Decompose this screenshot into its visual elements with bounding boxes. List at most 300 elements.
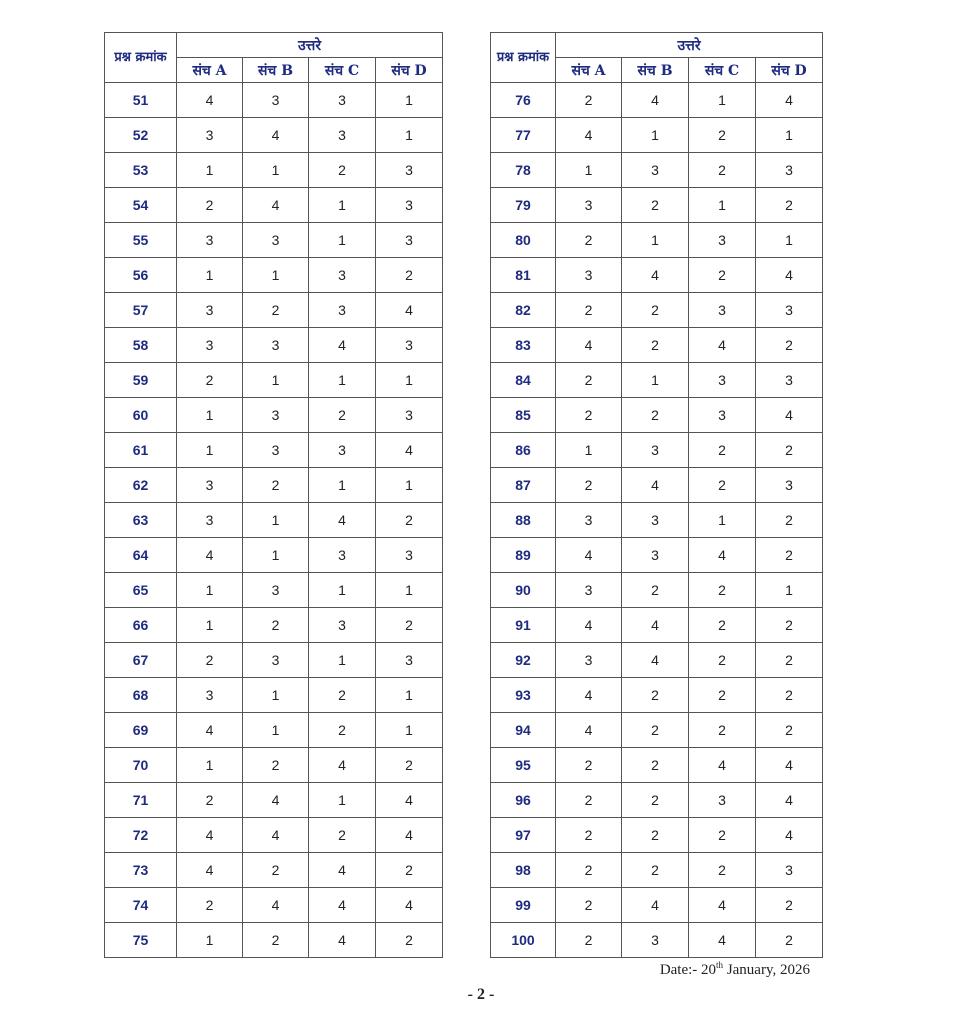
answer-set-b: 1: [243, 713, 309, 748]
answer-set-c: 1: [309, 783, 376, 818]
question-number: 62: [105, 468, 177, 503]
question-number: 65: [105, 573, 177, 608]
answer-set-c: 4: [309, 923, 376, 958]
answer-set-b: 2: [622, 398, 689, 433]
answer-set-b: 3: [243, 573, 309, 608]
answer-set-c: 4: [309, 853, 376, 888]
answer-set-c: 4: [689, 538, 756, 573]
answer-set-a: 3: [556, 258, 622, 293]
set-c-header: संच C: [689, 58, 756, 83]
answer-set-b: 3: [622, 923, 689, 958]
answer-set-d: 1: [376, 678, 443, 713]
answer-set-c: 2: [689, 573, 756, 608]
answer-set-a: 2: [556, 923, 622, 958]
question-number: 54: [105, 188, 177, 223]
question-number: 95: [491, 748, 556, 783]
answer-rows-left: [105, 83, 443, 958]
answer-set-d: 2: [756, 888, 823, 923]
answer-set-a: 4: [177, 853, 243, 888]
set-a-header: संच A: [177, 58, 243, 83]
table-row: [105, 118, 443, 153]
answer-set-c: 2: [689, 433, 756, 468]
answer-set-d: 1: [756, 573, 823, 608]
answer-set-c: 4: [689, 748, 756, 783]
table-row: [105, 433, 443, 468]
answer-set-d: 2: [376, 258, 443, 293]
table-row: [491, 818, 823, 853]
answer-set-b: 1: [243, 503, 309, 538]
answers-header: उत्तरे: [177, 33, 443, 58]
answer-set-d: 3: [376, 188, 443, 223]
answer-set-b: 2: [243, 923, 309, 958]
answer-set-b: 4: [622, 643, 689, 678]
answer-set-a: 4: [177, 83, 243, 118]
table-row: [105, 538, 443, 573]
answer-set-d: 2: [756, 328, 823, 363]
answer-set-b: 1: [243, 258, 309, 293]
question-number: 52: [105, 118, 177, 153]
answer-set-d: 4: [376, 433, 443, 468]
question-number: 53: [105, 153, 177, 188]
question-number: 60: [105, 398, 177, 433]
answer-set-a: 2: [177, 888, 243, 923]
answers-header: उत्तरे: [556, 33, 823, 58]
answer-set-c: 4: [309, 503, 376, 538]
table-row: [491, 783, 823, 818]
question-number: 80: [491, 223, 556, 258]
answer-set-d: 3: [756, 293, 823, 328]
answer-set-a: 1: [177, 153, 243, 188]
answer-set-c: 3: [309, 538, 376, 573]
answer-set-a: 2: [556, 748, 622, 783]
answer-set-c: 1: [309, 573, 376, 608]
table-row: [105, 643, 443, 678]
answer-set-c: 2: [689, 153, 756, 188]
answer-set-c: 2: [689, 678, 756, 713]
table-row: [105, 888, 443, 923]
answer-set-d: 2: [756, 503, 823, 538]
answer-set-b: 4: [243, 888, 309, 923]
answer-set-a: 3: [177, 328, 243, 363]
answer-set-b: 1: [243, 153, 309, 188]
answer-set-c: 1: [309, 188, 376, 223]
answer-set-a: 3: [177, 293, 243, 328]
answer-set-b: 2: [622, 573, 689, 608]
answer-set-a: 3: [177, 223, 243, 258]
table-row: [105, 573, 443, 608]
question-number: 97: [491, 818, 556, 853]
table-row: [491, 608, 823, 643]
table-row: [491, 713, 823, 748]
answer-set-d: 4: [376, 293, 443, 328]
answer-set-b: 2: [622, 748, 689, 783]
table-row: [491, 468, 823, 503]
answer-set-c: 1: [309, 363, 376, 398]
answer-set-c: 3: [689, 363, 756, 398]
answer-set-b: 3: [622, 538, 689, 573]
question-number: 73: [105, 853, 177, 888]
answer-set-d: 1: [376, 713, 443, 748]
question-number: 96: [491, 783, 556, 818]
answer-set-c: 2: [689, 118, 756, 153]
table-row: [105, 83, 443, 118]
table-row: [491, 223, 823, 258]
answer-set-b: 4: [622, 468, 689, 503]
answer-set-c: 3: [689, 783, 756, 818]
answer-set-d: 3: [756, 468, 823, 503]
answer-set-c: 2: [689, 818, 756, 853]
answer-set-c: 2: [689, 713, 756, 748]
answer-set-a: 1: [177, 748, 243, 783]
answer-set-b: 1: [243, 678, 309, 713]
question-number: 79: [491, 188, 556, 223]
question-number: 98: [491, 853, 556, 888]
answer-set-a: 1: [177, 923, 243, 958]
table-row: [105, 608, 443, 643]
page-number: - 2 -: [467, 986, 495, 1003]
question-number: 84: [491, 363, 556, 398]
answer-set-b: 2: [243, 608, 309, 643]
answer-key-table-right: [490, 32, 823, 958]
answer-set-b: 2: [243, 853, 309, 888]
answer-set-d: 3: [376, 223, 443, 258]
question-number: 91: [491, 608, 556, 643]
set-b-header: संच B: [622, 58, 689, 83]
answer-set-c: 3: [309, 83, 376, 118]
answer-set-c: 3: [689, 293, 756, 328]
date-rest: January, 2026: [723, 962, 810, 978]
answer-set-a: 2: [556, 468, 622, 503]
answer-set-d: 4: [376, 888, 443, 923]
answer-set-b: 4: [243, 188, 309, 223]
answer-set-c: 4: [309, 748, 376, 783]
answer-set-a: 4: [177, 713, 243, 748]
answer-set-d: 3: [756, 363, 823, 398]
question-number: 99: [491, 888, 556, 923]
answer-set-a: 2: [177, 643, 243, 678]
answer-set-c: 3: [309, 118, 376, 153]
table-row: [105, 363, 443, 398]
table-row: [105, 398, 443, 433]
question-number: 64: [105, 538, 177, 573]
question-number: 78: [491, 153, 556, 188]
table-row: [105, 713, 443, 748]
question-number: 61: [105, 433, 177, 468]
answer-set-d: 1: [756, 118, 823, 153]
answer-set-a: 2: [177, 363, 243, 398]
set-b-header: संच B: [243, 58, 309, 83]
answer-set-c: 2: [309, 153, 376, 188]
answer-set-c: 4: [689, 328, 756, 363]
table-row: [105, 748, 443, 783]
answer-set-b: 2: [622, 783, 689, 818]
answer-set-d: 2: [756, 538, 823, 573]
answer-set-a: 2: [556, 783, 622, 818]
answer-set-c: 3: [309, 433, 376, 468]
answer-set-a: 4: [556, 118, 622, 153]
set-a-header: संच A: [556, 58, 622, 83]
answer-set-a: 1: [177, 608, 243, 643]
answer-rows-right: [491, 83, 823, 958]
answer-set-d: 2: [376, 608, 443, 643]
question-number: 76: [491, 83, 556, 118]
answer-set-c: 2: [689, 853, 756, 888]
answer-set-c: 3: [309, 293, 376, 328]
table-row: [491, 503, 823, 538]
answer-set-a: 2: [556, 363, 622, 398]
date-prefix: Date:- 20: [659, 962, 717, 978]
table-row: [491, 888, 823, 923]
answer-set-d: 3: [376, 328, 443, 363]
answer-set-b: 2: [622, 293, 689, 328]
answer-set-d: 1: [376, 363, 443, 398]
answer-set-d: 1: [376, 118, 443, 153]
answer-set-d: 3: [376, 643, 443, 678]
answer-key-table-left: [104, 32, 443, 958]
table-row: [105, 153, 443, 188]
answer-set-a: 2: [556, 398, 622, 433]
question-number: 66: [105, 608, 177, 643]
question-number: 92: [491, 643, 556, 678]
answer-set-b: 2: [622, 818, 689, 853]
question-number: 81: [491, 258, 556, 293]
answer-set-d: 1: [376, 83, 443, 118]
question-number: 87: [491, 468, 556, 503]
question-number: 83: [491, 328, 556, 363]
answer-set-a: 4: [177, 818, 243, 853]
question-number: 86: [491, 433, 556, 468]
answer-set-b: 4: [243, 118, 309, 153]
answer-set-c: 4: [689, 888, 756, 923]
question-number: 93: [491, 678, 556, 713]
answer-set-d: 2: [376, 923, 443, 958]
table-row: [105, 923, 443, 958]
answer-set-c: 3: [309, 608, 376, 643]
answer-set-a: 4: [556, 328, 622, 363]
question-number: 56: [105, 258, 177, 293]
answer-set-c: 2: [309, 398, 376, 433]
answer-set-d: 4: [376, 818, 443, 853]
answer-set-c: 2: [689, 608, 756, 643]
question-number-header: प्रश्न क्रमांक: [105, 33, 177, 83]
answer-set-d: 4: [756, 783, 823, 818]
question-number: 71: [105, 783, 177, 818]
answer-set-d: 2: [376, 748, 443, 783]
question-number: 75: [105, 923, 177, 958]
answer-set-a: 1: [177, 573, 243, 608]
answer-set-a: 3: [556, 573, 622, 608]
answer-set-a: 2: [177, 188, 243, 223]
answer-set-a: 3: [556, 503, 622, 538]
set-d-header: संच D: [756, 58, 823, 83]
answer-set-d: 4: [756, 398, 823, 433]
answer-set-d: 3: [376, 538, 443, 573]
table-row: [105, 818, 443, 853]
question-number: 94: [491, 713, 556, 748]
answer-set-a: 2: [556, 853, 622, 888]
answer-set-a: 1: [177, 398, 243, 433]
question-number: 100: [491, 923, 556, 958]
table-row: [105, 678, 443, 713]
answer-set-c: 1: [309, 223, 376, 258]
answer-set-b: 2: [622, 853, 689, 888]
answer-set-a: 1: [177, 258, 243, 293]
table-row: [491, 258, 823, 293]
answer-set-c: 4: [309, 888, 376, 923]
answer-set-d: 4: [756, 258, 823, 293]
answer-set-b: 2: [243, 293, 309, 328]
answer-set-a: 3: [556, 643, 622, 678]
answer-set-a: 3: [177, 678, 243, 713]
answer-set-c: 1: [689, 83, 756, 118]
answer-set-c: 2: [309, 713, 376, 748]
table-row: [491, 153, 823, 188]
question-number: 59: [105, 363, 177, 398]
table-row: [105, 328, 443, 363]
answer-set-a: 2: [556, 83, 622, 118]
answer-set-a: 1: [177, 433, 243, 468]
answer-set-b: 4: [622, 258, 689, 293]
answer-set-a: 3: [177, 468, 243, 503]
answer-set-b: 2: [243, 468, 309, 503]
table-row: [491, 293, 823, 328]
answer-set-d: 4: [376, 783, 443, 818]
question-number: 55: [105, 223, 177, 258]
table-row: [105, 223, 443, 258]
question-number: 67: [105, 643, 177, 678]
question-number: 90: [491, 573, 556, 608]
table-row: [105, 468, 443, 503]
question-number: 57: [105, 293, 177, 328]
answer-set-d: 4: [756, 748, 823, 783]
answer-set-a: 3: [177, 118, 243, 153]
table-row: [491, 748, 823, 783]
answer-set-c: 1: [689, 503, 756, 538]
answer-set-c: 2: [689, 468, 756, 503]
answer-set-b: 4: [622, 888, 689, 923]
answer-set-b: 3: [622, 153, 689, 188]
set-c-header: संच C: [309, 58, 376, 83]
answer-set-c: 2: [689, 643, 756, 678]
answer-set-b: 1: [622, 118, 689, 153]
answer-set-d: 1: [756, 223, 823, 258]
answer-set-b: 2: [243, 748, 309, 783]
answer-set-c: 2: [309, 818, 376, 853]
answer-set-b: 3: [243, 643, 309, 678]
answer-set-c: 4: [689, 923, 756, 958]
answer-set-c: 4: [309, 328, 376, 363]
answer-set-d: 2: [756, 678, 823, 713]
answer-set-b: 2: [622, 188, 689, 223]
answer-set-d: 2: [376, 853, 443, 888]
answer-set-a: 4: [556, 538, 622, 573]
answer-set-d: 3: [376, 153, 443, 188]
answer-set-b: 3: [243, 328, 309, 363]
table-row: [491, 853, 823, 888]
answer-set-b: 1: [243, 538, 309, 573]
question-number: 72: [105, 818, 177, 853]
table-row: [491, 573, 823, 608]
answer-set-b: 3: [243, 433, 309, 468]
answer-set-b: 2: [622, 328, 689, 363]
question-number: 88: [491, 503, 556, 538]
table-row: [491, 643, 823, 678]
table-row: [491, 923, 823, 958]
answer-set-d: 2: [756, 608, 823, 643]
answer-set-a: 3: [177, 503, 243, 538]
question-number: 85: [491, 398, 556, 433]
table-row: [491, 538, 823, 573]
answer-set-b: 3: [622, 503, 689, 538]
set-d-header: संच D: [376, 58, 443, 83]
answer-set-a: 4: [556, 678, 622, 713]
answer-set-c: 2: [689, 258, 756, 293]
table-row: [491, 328, 823, 363]
answer-set-d: 2: [756, 188, 823, 223]
answer-set-a: 3: [556, 188, 622, 223]
answer-set-a: 4: [556, 713, 622, 748]
table-row: [105, 188, 443, 223]
answer-set-c: 3: [689, 223, 756, 258]
answer-set-a: 2: [556, 888, 622, 923]
question-number: 69: [105, 713, 177, 748]
question-number: 70: [105, 748, 177, 783]
question-number: 51: [105, 83, 177, 118]
answer-set-d: 2: [756, 433, 823, 468]
answer-set-d: 3: [756, 153, 823, 188]
question-number-header: प्रश्न क्रमांक: [491, 33, 556, 83]
answer-set-c: 3: [309, 258, 376, 293]
answer-set-c: 2: [309, 678, 376, 713]
answer-set-a: 2: [177, 783, 243, 818]
table-row: [491, 118, 823, 153]
answer-set-d: 3: [376, 398, 443, 433]
question-number: 63: [105, 503, 177, 538]
question-number: 68: [105, 678, 177, 713]
answer-set-b: 4: [622, 83, 689, 118]
answer-set-c: 1: [309, 468, 376, 503]
answer-set-c: 1: [689, 188, 756, 223]
answer-set-d: 2: [376, 503, 443, 538]
question-number: 58: [105, 328, 177, 363]
answer-set-b: 1: [622, 363, 689, 398]
answer-set-a: 4: [177, 538, 243, 573]
table-row: [491, 433, 823, 468]
answer-set-a: 2: [556, 818, 622, 853]
answer-set-b: 3: [622, 433, 689, 468]
answer-set-c: 1: [309, 643, 376, 678]
table-row: [491, 678, 823, 713]
date-ordinal-suffix: th: [716, 960, 724, 970]
answer-set-b: 2: [622, 678, 689, 713]
table-row: [491, 188, 823, 223]
answer-set-b: 4: [243, 783, 309, 818]
table-row: [491, 83, 823, 118]
table-row: [105, 503, 443, 538]
answer-set-b: 3: [243, 223, 309, 258]
document-date: [660, 960, 810, 979]
answer-set-b: 3: [243, 398, 309, 433]
answer-set-a: 2: [556, 293, 622, 328]
answer-set-b: 4: [243, 818, 309, 853]
answer-set-b: 2: [622, 713, 689, 748]
answer-set-d: 2: [756, 643, 823, 678]
answer-set-b: 1: [243, 363, 309, 398]
question-number: 89: [491, 538, 556, 573]
answer-set-d: 4: [756, 83, 823, 118]
table-row: [491, 398, 823, 433]
answer-set-b: 1: [622, 223, 689, 258]
